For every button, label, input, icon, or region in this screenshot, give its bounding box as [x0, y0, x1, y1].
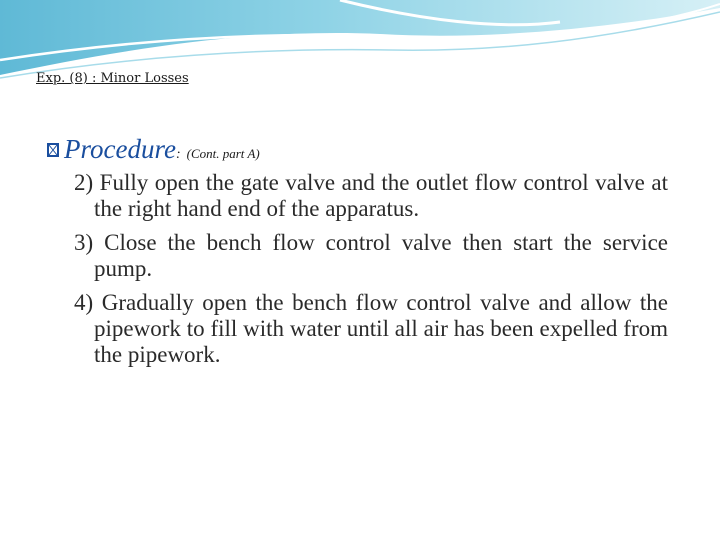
section-note: (Cont. part A) [186, 146, 260, 161]
procedure-step: 2) Fully open the gate valve and the outlet flow control valve at the right hand end of the apparatus. [74, 170, 668, 221]
experiment-title: Exp. (8) : Minor Losses [36, 71, 189, 86]
procedure-step: 3) Close the bench flow control valve then start the service pump. [74, 230, 668, 281]
square-checkbox-bullet-icon [46, 140, 62, 160]
section-separator: : [175, 147, 181, 162]
procedure-steps [74, 170, 668, 376]
procedure-step: 4) Gradually open the bench flow control valve and allow the pipework to fill with water until all air has been expelled from the pipework. [74, 290, 668, 367]
section-title: Procedure [64, 134, 176, 164]
section-heading [46, 134, 260, 165]
